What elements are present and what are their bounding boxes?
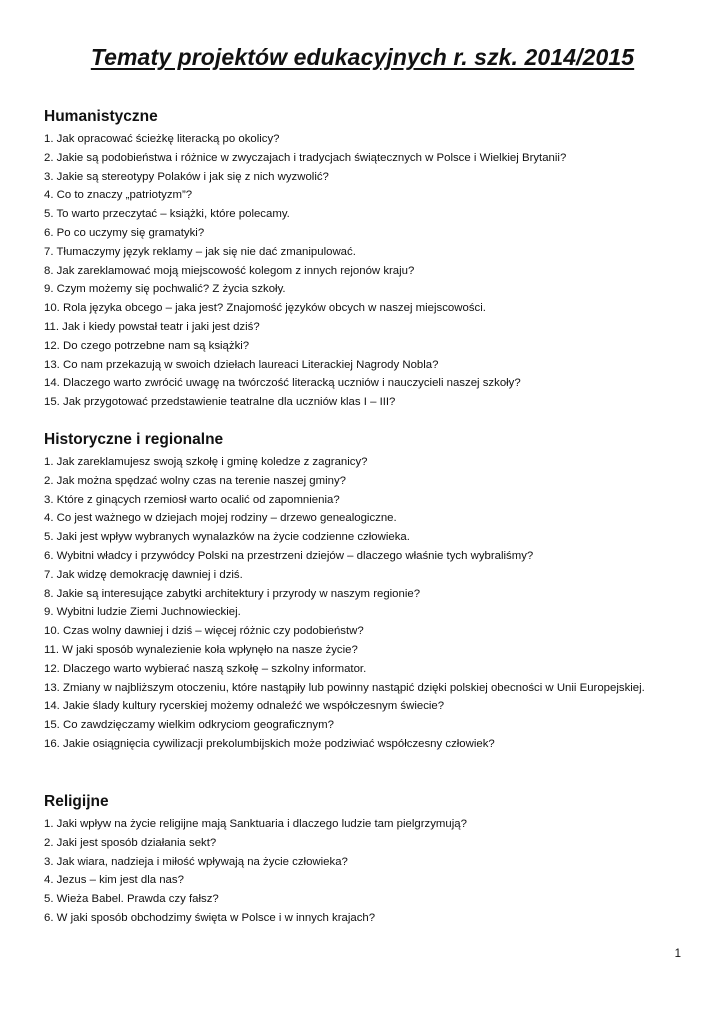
topic-item: 16. Jakie osiągnięcia cywilizacji prekolumbijskich może podziwiać współczesny człowiek? (44, 737, 495, 750)
topic-item: 1. Jak zareklamujesz swoją szkołę i gminę koledze z zagranicy? (44, 456, 368, 468)
topic-item: 5. To warto przeczytać – książki, które polecamy. (44, 208, 290, 221)
topic-item: 12. Do czego potrzebne nam są książki? (44, 339, 250, 352)
topic-item: 7. Tłumaczymy język reklamy – jak się nie dać zmanipulować. (44, 245, 356, 258)
topic-item: 1. Jak opracować ścieżkę literacką po okolicy? (44, 133, 280, 145)
document-title: Tematy projektów edukacyjnych r. szk. 2014/2015 (90, 44, 635, 70)
topic-item: 5. Jaki jest wpływ wybranych wynalazków na życie codzienne człowieka. (44, 531, 410, 544)
topic-item: 4. Co to znaczy „patriotyzm”? (44, 189, 193, 202)
topic-item: 13. Zmiany w najbliższym otoczeniu, które nastąpiły lub powinny nastąpić dzięki polskiej obecności w Unii Europejskiej. (44, 681, 645, 694)
topic-item: 2. Jakie są podobieństwa i różnice w zwyczajach i tradycjach świątecznych w Polsce i Wielkiej Brytanii? (44, 151, 567, 164)
section-heading: Historyczne i regionalne (44, 431, 224, 448)
topic-item: 14. Jakie ślady kultury rycerskiej możemy odnaleźć we współczesnym świecie? (44, 700, 445, 713)
topic-item: 8. Jak zareklamować moją miejscowość kolegom z innych rejonów kraju? (44, 264, 415, 277)
topic-item: 9. Czym możemy się pochwalić? Z życia szkoły. (44, 283, 286, 296)
topic-item: 2. Jak można spędzać wolny czas na terenie naszej gminy? (44, 474, 347, 487)
topic-item: 15. Jak przygotować przedstawienie teatralne dla uczniów klas I – III? (44, 396, 396, 409)
topic-item: 6. Po co uczymy się gramatyki? (44, 226, 205, 239)
section-heading: Religijne (44, 793, 109, 810)
topic-list (44, 130, 684, 412)
section-historical-regional (44, 430, 684, 754)
topic-item: 3. Które z ginących rzemiosł warto ocalić od zapomnienia? (44, 493, 340, 506)
topic-item: 3. Jakie są stereotypy Polaków i jak się z nich wyzwolić? (44, 170, 329, 183)
topic-item: 11. Jak i kiedy powstał teatr i jaki jest dziś? (44, 320, 260, 333)
section-heading: Humanistyczne (44, 108, 158, 125)
topic-item: 10. Rola języka obcego – jaka jest? Znajomość języków obcych w naszej miejscowości. (44, 302, 486, 315)
topic-list (44, 453, 684, 754)
page-number: 1 (674, 948, 681, 960)
topic-item: 9. Wybitni ludzie Ziemi Juchnowieckiej. (44, 606, 241, 619)
topic-item: 11. W jaki sposób wynalezienie koła wpłynęło na nasze życie? (44, 643, 358, 656)
topic-item: 3. Jak wiara, nadzieja i miłość wpływają na życie człowieka? (44, 855, 348, 868)
topic-item: 1. Jaki wpływ na życie religijne mają Sanktuaria i dlaczego ludzie tam pielgrzymują? (44, 818, 467, 830)
topic-item: 6. W jaki sposób obchodzimy święta w Polsce i w innych krajach? (44, 911, 376, 924)
topic-list (44, 815, 684, 928)
topic-item: 5. Wieża Babel. Prawda czy fałsz? (44, 893, 219, 906)
topic-item: 8. Jakie są interesujące zabytki architektury i przyrody w naszym regionie? (44, 587, 421, 600)
topic-item: 7. Jak widzę demokrację dawniej i dziś. (44, 568, 243, 581)
topic-item: 13. Co nam przekazują w swoich dziełach laureaci Literackiej Nagrody Nobla? (44, 358, 439, 371)
topic-item: 4. Co jest ważnego w dziejach mojej rodziny – drzewo genealogiczne. (44, 512, 397, 525)
topic-item: 12. Dlaczego warto wybierać naszą szkołę – szkolny informator. (44, 662, 367, 675)
topic-item: 6. Wybitni władcy i przywódcy Polski na przestrzeni dziejów – dlaczego właśnie tych wybraliśmy? (44, 549, 534, 562)
topic-item: 2. Jaki jest sposób działania sekt? (44, 836, 217, 849)
topic-item: 15. Co zawdzięczamy wielkim odkryciom geograficznym? (44, 719, 334, 732)
section-humanistic (44, 107, 684, 412)
topic-item: 10. Czas wolny dawniej i dziś – więcej różnic czy podobieństw? (44, 625, 364, 638)
section-religious (44, 792, 684, 928)
topic-item: 14. Dlaczego warto zwrócić uwagę na twórczość literacką uczniów i nauczycieli naszej szkoły? (44, 377, 521, 390)
topic-item: 4. Jezus – kim jest dla nas? (44, 874, 184, 887)
